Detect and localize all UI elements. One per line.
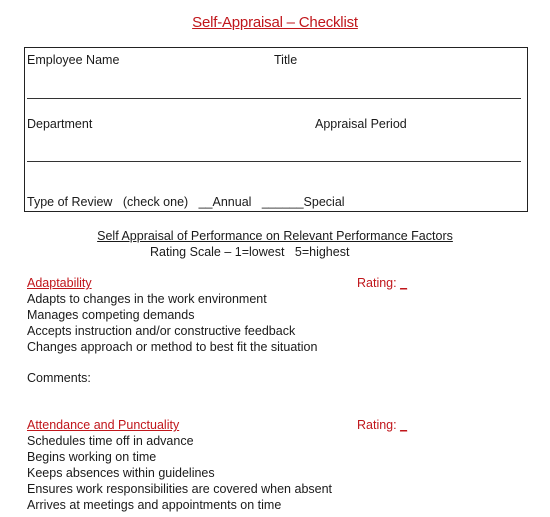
employee-info-box <box>24 47 528 212</box>
list-item: Manages competing demands <box>27 308 195 322</box>
list-item: Begins working on time <box>27 450 157 464</box>
list-item: Adapts to changes in the work environment <box>27 292 267 306</box>
document-title: Self-Appraisal – Checklist <box>192 14 358 31</box>
attendance-items <box>27 433 332 513</box>
category-title-adaptability: Adaptability <box>27 276 92 290</box>
comments-label: Comments: <box>27 371 91 385</box>
adaptability-items <box>27 291 317 355</box>
rating-attendance[interactable] <box>357 418 407 432</box>
rating-label: Rating: <box>357 276 401 290</box>
list-item: Accepts instruction and/or constructive feedback <box>27 324 296 338</box>
department-label: Department <box>27 117 93 131</box>
appraisal-period-label: Appraisal Period <box>315 117 407 131</box>
employee-title-line[interactable] <box>27 98 521 99</box>
employee-name-label: Employee Name <box>27 53 120 67</box>
list-item: Schedules time off in advance <box>27 434 194 448</box>
rating-blank[interactable]: _ <box>400 418 408 432</box>
rating-scale: Rating Scale – 1=lowest 5=highest <box>150 245 350 259</box>
rating-label: Rating: <box>357 418 401 432</box>
list-item: Keeps absences within guidelines <box>27 466 215 480</box>
list-item: Arrives at meetings and appointments on time <box>27 498 282 512</box>
rating-blank[interactable]: _ <box>400 276 408 290</box>
department-period-line[interactable] <box>27 161 521 162</box>
section-heading: Self Appraisal of Performance on Relevant Performance Factors <box>97 229 453 243</box>
rating-adaptability[interactable] <box>357 276 407 290</box>
list-item: Ensures work responsibilities are covered when absent <box>27 482 333 496</box>
review-type-line[interactable]: Type of Review (check one) __Annual ______Special <box>27 195 345 209</box>
list-item: Changes approach or method to best fit the situation <box>27 340 318 354</box>
category-title-attendance: Attendance and Punctuality <box>27 418 180 432</box>
title-label: Title <box>274 53 298 67</box>
